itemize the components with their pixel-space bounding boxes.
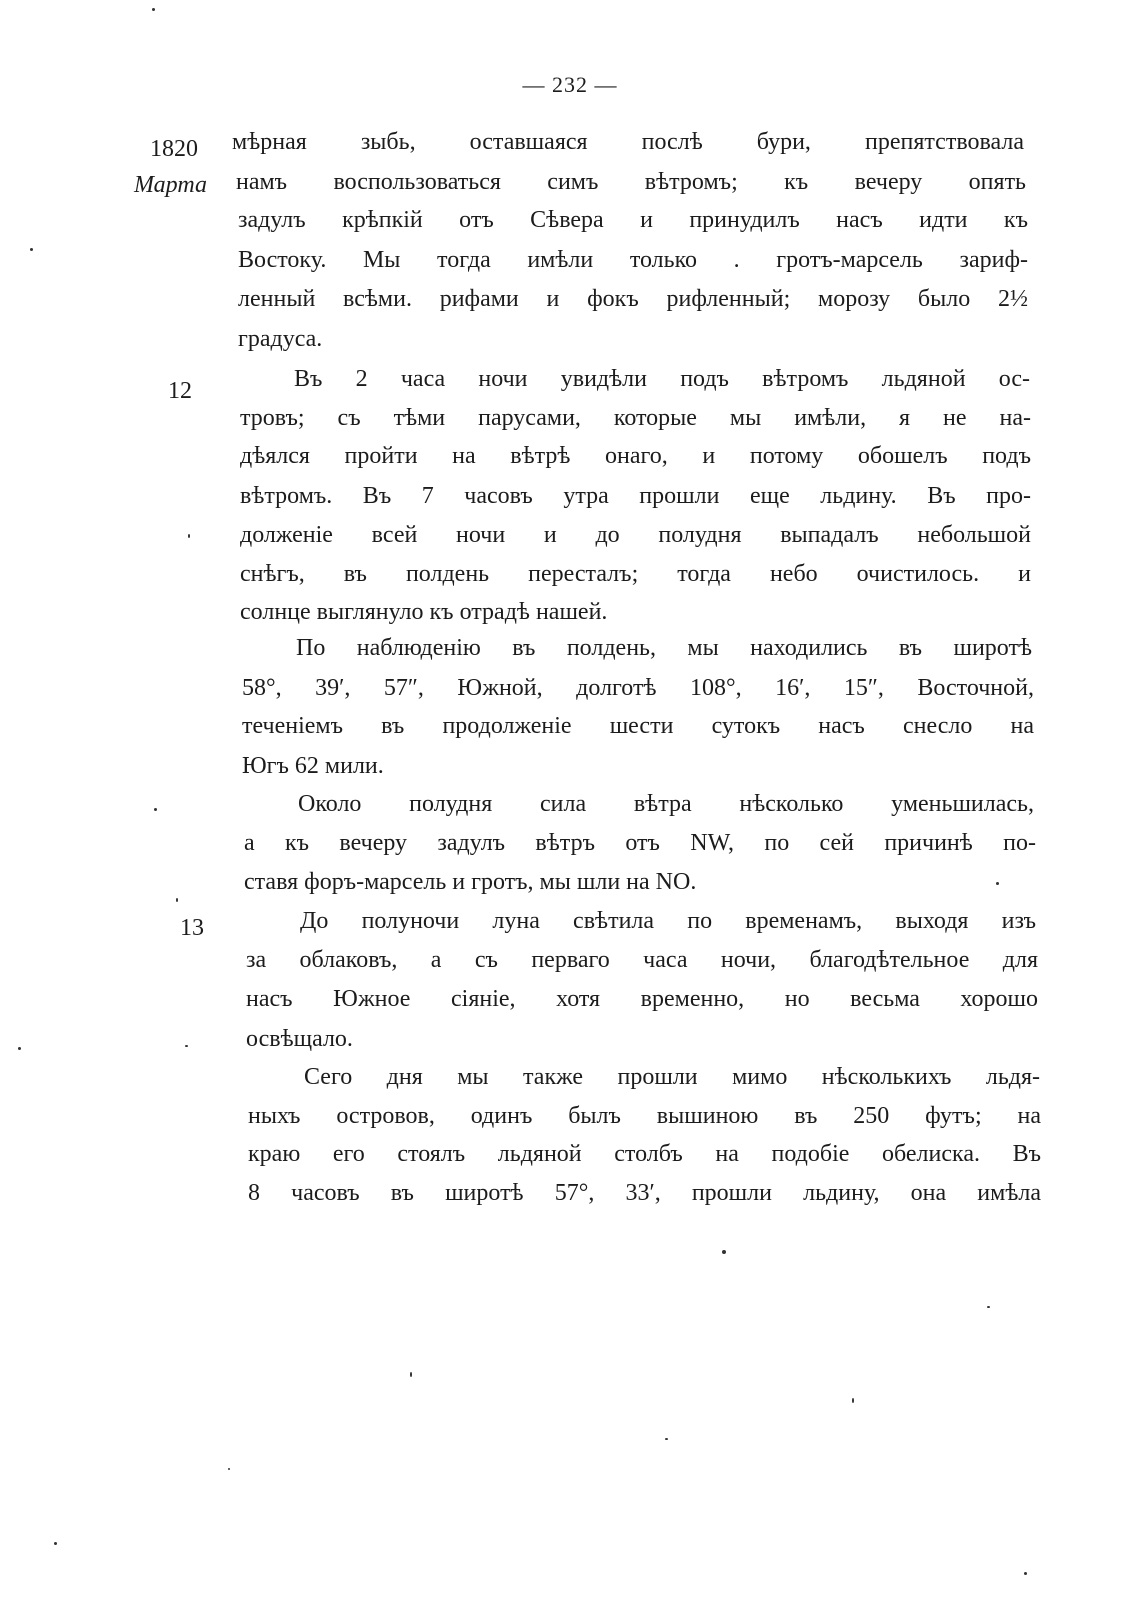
scan-speck — [154, 808, 157, 811]
text-line: Востоку. Мы тогда имѣли только . гротъ-марсель зариф- — [238, 247, 1028, 273]
text-line: насъ Южное сіяніе, хотя временно, но весьма хорошо — [246, 986, 1038, 1012]
scan-speck — [852, 1398, 854, 1403]
text-line: снѣгъ, въ полдень пересталъ; тогда небо очистилось. и — [240, 561, 1031, 587]
text-line: ставя форъ-марсель и гротъ, мы шли на NO. — [244, 869, 697, 895]
scan-speck — [665, 1438, 668, 1440]
page-number: — 232 — — [522, 72, 618, 97]
scan-speck — [987, 1306, 990, 1308]
scan-speck — [185, 1045, 188, 1047]
margin-day-12: 12 — [168, 378, 192, 404]
margin-year: 1820 — [150, 136, 198, 162]
text-line: 8 часовъ въ широтѣ 57°, 33′, прошли льдину, она имѣла — [248, 1180, 1041, 1206]
text-line: за облаковъ, а съ перваго часа ночи, благодѣтельное для — [246, 947, 1038, 973]
text-line: Около полудня сила вѣтра нѣсколько уменьшилась, — [298, 791, 1034, 817]
text-line: Въ 2 часа ночи увидѣли подъ вѣтромъ льдяной ос- — [294, 366, 1030, 392]
text-line: ныхъ островов, одинъ былъ вышиною въ 250 футъ; на — [248, 1103, 1041, 1129]
text-line: Югъ 62 мили. — [242, 753, 384, 779]
text-line: До полуночи луна свѣтила по временамъ, выходя изъ — [300, 908, 1036, 934]
scan-speck — [410, 1372, 412, 1377]
margin-month: Марта — [134, 172, 207, 198]
text-line: а къ вечеру задулъ вѣтръ отъ NW, по сей причинѣ по- — [244, 830, 1036, 856]
text-line: тровъ; съ тѣми парусами, которые мы имѣли, я не на- — [240, 405, 1031, 431]
margin-day-13: 13 — [180, 915, 204, 941]
text-line: градуса. — [238, 326, 323, 352]
text-line: дѣялся пройти на вѣтрѣ онаго, и потому обошелъ подъ — [240, 443, 1031, 469]
scan-speck — [176, 898, 178, 902]
text-line: освѣщало. — [246, 1026, 353, 1052]
text-line: 58°, 39′, 57″, Южной, долготѣ 108°, 16′, 15″, Восточной, — [242, 675, 1034, 701]
text-line: солнце выглянуло къ отрадѣ нашей. — [240, 599, 608, 625]
scan-speck — [30, 248, 33, 251]
scan-speck — [722, 1250, 726, 1254]
scan-speck — [152, 8, 155, 11]
text-line: намъ воспользоваться симъ вѣтромъ; къ вечеру опять — [236, 169, 1026, 195]
scan-speck — [228, 1468, 230, 1470]
text-line: По наблюденію въ полдень, мы находились въ широтѣ — [296, 635, 1032, 661]
scan-speck — [996, 882, 999, 885]
text-line: вѣтромъ. Въ 7 часовъ утра прошли еще льдину. Въ про- — [240, 483, 1031, 509]
scan-speck — [54, 1542, 57, 1545]
text-line: задулъ крѣпкій отъ Сѣвера и принудилъ насъ идти къ — [238, 207, 1028, 233]
text-line: ленный всѣми. рифами и фокъ рифленный; морозу было 2½ — [238, 286, 1028, 312]
text-line: теченіемъ въ продолженіе шести сутокъ насъ снесло на — [242, 713, 1034, 739]
scan-speck — [188, 534, 190, 538]
text-line: краю его стоялъ льдяной столбъ на подобіе обелиска. Въ — [248, 1141, 1041, 1167]
text-line: Сего дня мы также прошли мимо нѣсколькихъ льдя- — [304, 1064, 1040, 1090]
scan-speck — [18, 1047, 21, 1050]
text-line: мѣрная зыбь, оставшаяся послѣ бури, препятствовала — [232, 129, 1024, 155]
text-line: долженіе всей ночи и до полудня выпадалъ небольшой — [240, 522, 1031, 548]
scan-speck — [1024, 1572, 1027, 1575]
